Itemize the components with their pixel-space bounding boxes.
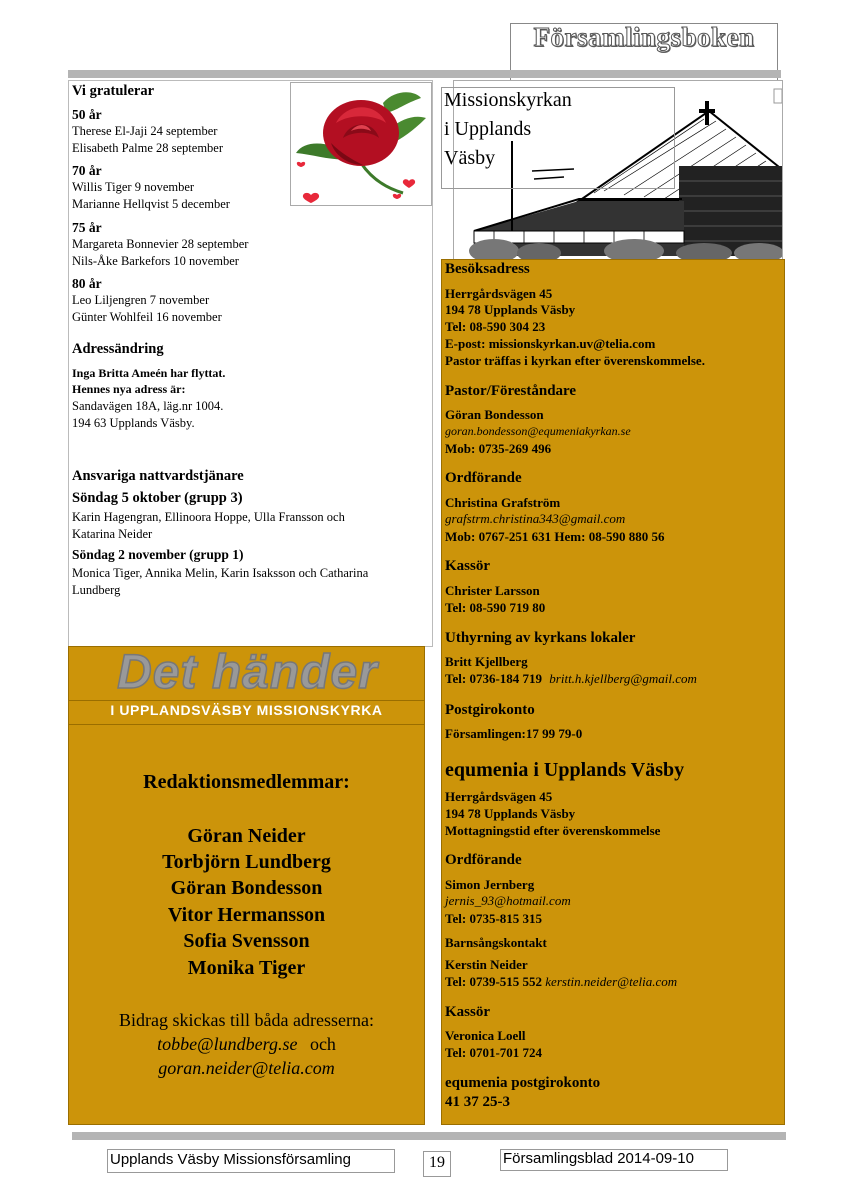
top-divider [68, 70, 781, 78]
page-number: 19 [423, 1151, 451, 1177]
editor-name: Monika Tiger [187, 957, 306, 979]
age-heading: 75 år [72, 220, 102, 235]
kids-email[interactable]: kerstin.neider@telia.com [545, 974, 678, 989]
pastor-name: Göran Bondesson [445, 407, 544, 422]
equmenia-treasurer-name: Veronica Loell [445, 1028, 526, 1043]
communion-title: Ansvariga nattvardstjänare [72, 468, 244, 484]
communion-sunday-title: Söndag 2 november (grupp 1) [72, 547, 244, 562]
church-label-line: i Upplands [444, 118, 532, 140]
chair-email[interactable]: grafstrm.christina343@gmail.com [445, 511, 626, 526]
visit-tel: Tel: 08-590 304 23 [445, 319, 546, 334]
pastor-title: Pastor/Föreståndare [445, 383, 577, 399]
congrats-person: Leo Liljengren 7 november [72, 293, 210, 307]
address-change-line: Hennes nya adress är: [72, 382, 186, 396]
giro-value: Församlingen:17 99 79-0 [445, 726, 583, 741]
rose-image [290, 82, 432, 206]
editor-name: Göran Bondesson [170, 877, 323, 899]
equmenia-treasurer-tel: Tel: 0701-701 724 [445, 1045, 543, 1060]
chair-name: Christina Grafström [445, 495, 561, 510]
chair-mob: Mob: 0767-251 631 Hem: 08-590 880 56 [445, 529, 665, 544]
editor-name: Torbjörn Lundberg [162, 851, 331, 873]
editor-name: Göran Neider [187, 825, 306, 847]
editor-name: Vitor Hermansson [167, 904, 326, 926]
page-title: Församlingsboken [533, 22, 755, 52]
equmenia-title: equmenia i Upplands Väsby [445, 759, 685, 781]
church-label [444, 86, 572, 173]
equmenia-chair-tel: Tel: 0735-815 315 [445, 911, 543, 926]
equmenia-giro-value: 41 37 25-3 [445, 1094, 510, 1110]
communion-names: Lundberg [72, 583, 121, 597]
equmenia-street: Herrgårdsvägen 45 [445, 789, 553, 804]
address-change-line: Sandavägen 18A, läg.nr 1004. [72, 399, 224, 413]
kids-contact [445, 973, 677, 990]
det-hander-subtitle: I UPPLANDSVÄSBY MISSIONSKYRKA [110, 702, 383, 718]
rental-name: Britt Kjellberg [445, 654, 528, 669]
pastor-email[interactable]: goran.bondesson@equmeniakyrkan.se [445, 424, 631, 438]
contrib-line [68, 1034, 425, 1055]
contrib-email[interactable]: goran.neider@telia.com [158, 1058, 335, 1078]
visit-city: 194 78 Upplands Väsby [445, 302, 576, 317]
giro-title: Postgirokonto [445, 702, 535, 718]
footer-left: Upplands Väsby Missionsförsamling [107, 1149, 395, 1173]
visit-title: Besöksadress [445, 261, 530, 277]
visit-street: Herrgårdsvägen 45 [445, 286, 553, 301]
congrats-person: Marianne Hellqvist 5 december [72, 197, 230, 211]
equmenia-chair-name: Simon Jernberg [445, 877, 535, 892]
communion-names: Katarina Neider [72, 527, 153, 541]
address-change-title: Adressändring [72, 341, 164, 357]
age-heading: 80 år [72, 276, 102, 291]
communion-sunday-title: Söndag 5 oktober (grupp 3) [72, 490, 243, 506]
chair-title: Ordförande [445, 470, 522, 486]
congrats-title: Vi gratulerar [72, 83, 155, 99]
editor-name: Sofia Svensson [183, 930, 310, 952]
congrats-person: Elisabeth Palme 28 september [72, 141, 224, 155]
church-label-line: Väsby [444, 147, 496, 169]
heart-icon [303, 193, 319, 203]
contrib-and: och [309, 1034, 336, 1054]
communion-names: Monica Tiger, Annika Melin, Karin Isaksson och Catharina [72, 566, 369, 580]
equmenia-city: 194 78 Upplands Väsby [445, 806, 576, 821]
rental-title: Uthyrning av kyrkans lokaler [445, 630, 636, 646]
equmenia-giro-title: equmenia postgirokonto [445, 1075, 601, 1091]
bottom-divider [72, 1132, 786, 1140]
visit-note: Pastor träffas i kyrkan efter överenskommelse. [445, 353, 705, 368]
treasurer-name: Christer Larsson [445, 583, 540, 598]
church-label-line: Missionskyrkan [444, 89, 572, 111]
congrats-person: Therese El-Jaji 24 september [72, 124, 218, 138]
age-heading: 70 år [72, 163, 102, 178]
age-heading: 50 år [72, 107, 102, 122]
equmenia-chair-email[interactable]: jernis_93@hotmail.com [445, 893, 571, 908]
contrib-email[interactable]: tobbe@lundberg.se [157, 1034, 298, 1054]
congrats-person: Willis Tiger 9 november [72, 180, 195, 194]
equmenia-chair-title: Ordförande [445, 852, 522, 868]
communion-names: Karin Hagengran, Ellinoora Hoppe, Ulla Fransson och [72, 510, 345, 524]
congrats-person: Günter Wohlfeil 16 november [72, 310, 222, 324]
kids-name: Kerstin Neider [445, 957, 528, 972]
pastor-mob: Mob: 0735-269 496 [445, 441, 552, 456]
equmenia-treasurer-title: Kassör [445, 1004, 490, 1020]
rental-contact [445, 670, 697, 687]
rental-tel: Tel: 0736-184 719 [445, 671, 543, 686]
treasurer-tel: Tel: 08-590 719 80 [445, 600, 546, 615]
treasurer-title: Kassör [445, 558, 490, 574]
kids-title: Barnsångskontakt [445, 935, 547, 950]
editors-title: Redaktionsmedlemmar: [143, 771, 350, 793]
rental-email[interactable]: britt.h.kjellberg@gmail.com [549, 671, 697, 686]
equmenia-hours: Mottagningstid efter överenskommelse [445, 823, 661, 838]
det-hander-title: Det händer [117, 646, 378, 699]
contrib-text: Bidrag skickas till båda adresserna: [119, 1010, 374, 1030]
footer-right: Församlingsblad 2014-09-10 [500, 1149, 728, 1171]
congrats-person: Nils-Åke Barkefors 10 november [72, 254, 239, 268]
congrats-person: Margareta Bonnevier 28 september [72, 237, 249, 251]
kids-tel: Tel: 0739-515 552 [445, 974, 543, 989]
address-change-line: 194 63 Upplands Väsby. [72, 416, 195, 430]
visit-email[interactable]: E-post: missionskyrkan.uv@telia.com [445, 336, 656, 351]
address-change-line: Inga Britta Ameén har flyttat. [72, 366, 226, 380]
